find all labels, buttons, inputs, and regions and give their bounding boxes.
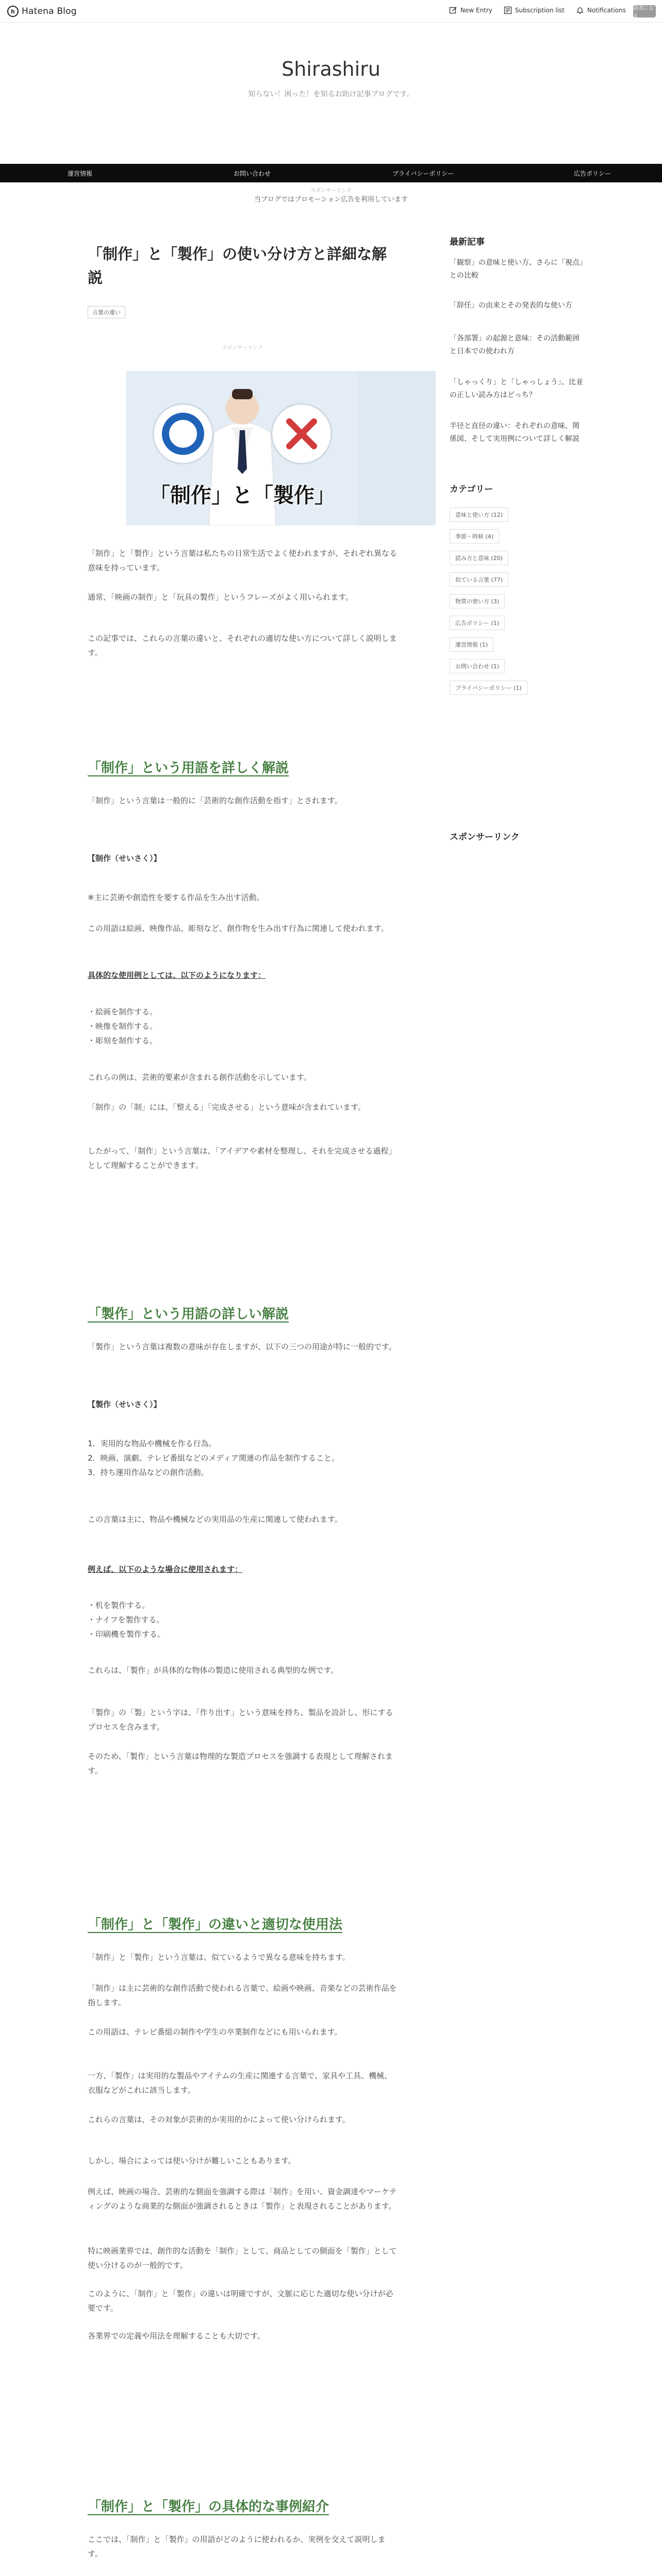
category-list <box>450 507 584 702</box>
sec3-paragraph-4: 一方、「製作」は実用的な製品やアイテムの生産に関連する言葉で、家具や工具、機械、衣服などがこれに該当します。 <box>88 2071 392 2095</box>
hatena-logo-text: Hatena Blog <box>22 6 77 16</box>
sec3-paragraph-8: 特に映画業界では、創作的な活動を「制作」として、商品としての側面を「製作」として使い分けるのが一般的です。 <box>88 2246 397 2270</box>
list-icon <box>504 6 512 14</box>
sec3-paragraph-2: 「制作」は主に芸術的な創作活動で使われる言葉で、絵画や映画、音楽などの芸術作品を指します。 <box>88 1984 397 2007</box>
sec3-paragraph-1: 「制作」と「製作」という言葉は、似ているようで異なる意味を持ちます。 <box>88 1953 350 1962</box>
intro-paragraph-3: この記事では、これらの言葉の違いと、それぞれの適切な使い方について詳しく説明します。 <box>88 634 397 657</box>
section-heading-examples: 「制作」と「製作」の具体的な事例紹介 <box>88 2499 329 2515</box>
sec3-paragraph-10: 各業界での定義や用法を理解することも大切です。 <box>88 2331 265 2341</box>
intro-paragraph-1: 「制作」と「製作」という言葉は私たちの日常生活でよく使われますが、それぞれ異なる意味を持っています。 <box>88 549 398 572</box>
sec1-example-heading: 具体的な使用例としては、以下のようになります： <box>88 971 266 980</box>
sec3-paragraph-7: 例えば、映画の場合、芸術的な側面を強調する際は「制作」を用い、資金調達やマーケティングのような商業的な側面が強調されるときは「製作」と表現されることがあります。 <box>88 2187 397 2211</box>
sec4-paragraph-1: ここでは、「制作」と「製作」の用語がどのように使われるか、実例を交えて説明します。 <box>88 2535 386 2558</box>
global-nav <box>0 164 662 182</box>
category-item[interactable]: 運営情報 (1) <box>450 637 493 652</box>
nav-item-privacy[interactable]: プライバシーポリシー <box>392 170 454 177</box>
category-item[interactable]: プライバシーポリシー (1) <box>450 681 527 695</box>
recent-post-5[interactable]: 半径と直径の違い：それぞれの意味、関係図、そして実用例について詳しく解説 <box>450 422 580 443</box>
sec2-paragraph-3: これらは、「製作」が具体的な物体の製造に使用される典型的な例です。 <box>88 1666 339 1675</box>
category-item[interactable]: 広告ポリシー (1) <box>450 616 505 630</box>
sec1-paragraph-3: この用語は絵画、映像作品、彫刻など、創作物を生み出す行為に関連して使われます。 <box>88 924 389 933</box>
nav-item-ad-policy[interactable]: 広告ポリシー <box>574 170 611 177</box>
sec2-paragraph-2: この言葉は主に、物品や機械などの実用品の生産に関連して使われます。 <box>88 1515 342 1524</box>
category-item[interactable]: 物質の使い方 (3) <box>450 594 505 608</box>
sec1-paragraph-2: ※主に芸術や創造性を要する作品を生み出す活動。 <box>88 893 264 902</box>
subscription-list-label: Subscription list <box>515 7 565 14</box>
bar-actions <box>449 6 626 14</box>
section-heading-seisaku-2: 「製作」という用語の詳しい解説 <box>88 1307 289 1322</box>
category-item[interactable]: 季節・時候 (4) <box>450 529 499 544</box>
sec2-paragraph-4: 「製作」の「製」という字は、「作り出す」という意味を持ち、製品を設計し、形にするプロセスを含みます。 <box>88 1708 393 1732</box>
sec3-paragraph-6: しかし、場合によっては使い分けが難しいこともあります。 <box>88 2156 296 2165</box>
hatena-global-bar <box>0 0 662 23</box>
category-heading: カテゴリー <box>450 484 493 495</box>
category-item[interactable]: 読み方と意味 (20) <box>450 551 508 565</box>
recent-post-4[interactable]: 「しゃっくり」と「しゃっしょう」、比並の正しい読み方はどっち？ <box>450 378 583 399</box>
category-item[interactable]: 意味と使い方 (12) <box>450 507 508 522</box>
eyecatch-image <box>126 371 436 526</box>
sponsor-heading: スポンサーリンク <box>450 832 520 842</box>
sec2-paragraph-1: 「製作」という言葉は複数の意味が存在しますが、以下の三つの用途が特に一般的です。 <box>88 1342 396 1351</box>
pencil-icon <box>449 6 457 14</box>
section-heading-seisaku-1: 「制作」という用語を詳しく解説 <box>88 760 289 776</box>
sec2-paragraph-5: そのため、「製作」という言葉は物理的な製造プロセスを強調する表現として理解されます。 <box>88 1752 393 1775</box>
article-title[interactable]: 「制作」と「製作」の使い分け方と詳細な解説 <box>88 245 387 286</box>
sec2-usage-list: 1．実用的な物品や機械を作る行為。 2．映画、演劇、テレビ番組などのメディア関連の作品を制作すること。 3．持ち運用作品などの創作活動。 <box>88 1439 340 1477</box>
blog-title[interactable]: Shirashiru <box>282 58 380 80</box>
article-ad-label: スポンサーリンク <box>222 345 263 351</box>
sec2-example-list: ・机を製作する。 ・ナイフを製作する。 ・印刷機を製作する。 <box>88 1601 166 1639</box>
section-heading-difference: 「制作」と「製作」の違いと適切な使用法 <box>88 1917 343 1933</box>
blog-description: 知らない！困った！を知るお助け記事ブログです。 <box>248 90 414 98</box>
sec1-paragraph-5: 「制作」の「制」には、「整える」「完成させる」という意味が含まれています。 <box>88 1103 366 1112</box>
category-tag[interactable]: 言葉の違い <box>88 306 125 318</box>
new-entry-button[interactable] <box>449 6 492 14</box>
subscription-list-button[interactable] <box>504 6 565 14</box>
recent-post-2[interactable]: 「辞任」の由来とその発表的な使い方 <box>450 301 572 310</box>
recent-post-3[interactable]: 「各部署」の起源と意味：その活動範囲と日本での使われ方 <box>450 334 580 355</box>
sec3-paragraph-5: これらの言葉は、その対象が芸術的か実用的かによって使い分けられます。 <box>88 2115 350 2124</box>
sec2-subheading: 【製作（せいさく）】 <box>88 1400 161 1409</box>
sec1-paragraph-4: これらの例は、芸術的要素が含まれる創作活動を示しています。 <box>88 1073 311 1082</box>
promotion-notice: 当ブログではプロモーション広告を利用しています <box>254 196 408 204</box>
article <box>88 242 397 2576</box>
sec2-example-heading: 例えば、以下のような場合に使用されます： <box>88 1565 243 1574</box>
nav-item-contact[interactable]: お問い合わせ <box>234 170 271 177</box>
sec1-subheading: 【制作（せいさく）】 <box>88 854 161 863</box>
sec1-paragraph-6: したがって、「制作」という言葉は、「アイデアや素材を整理し、それを完成させる過程」として理解することができます。 <box>88 1146 396 1170</box>
sidebar <box>450 234 584 842</box>
sec1-example-list: ・絵画を制作する。 ・映像を制作する。 ・彫刻を制作する。 <box>88 1007 158 1045</box>
hatena-logo-icon: h <box>7 6 19 17</box>
hatena-logo[interactable] <box>7 5 77 18</box>
notifications-label: Notifications <box>587 7 626 14</box>
subscribe-button[interactable]: 読者になる <box>633 5 656 18</box>
bell-icon <box>576 6 584 14</box>
eyecatch-caption: 「制作」と「製作」 <box>150 484 335 507</box>
sec3-paragraph-3: この用語は、テレビ番組の制作や学生の卒業制作などにも用いられます。 <box>88 2027 342 2037</box>
sec3-paragraph-9: このように、「制作」と「製作」の違いは明確ですが、文脈に応じた適切な使い分けが必要です。 <box>88 2289 393 2313</box>
notifications-button[interactable] <box>576 6 626 14</box>
sec1-paragraph-1: 「制作」という言葉は一般的に「芸術的な創作活動を指す」とされます。 <box>88 796 342 805</box>
nav-item-about[interactable]: 運営情報 <box>68 170 93 177</box>
category-item[interactable]: 似ている言葉 (77) <box>450 572 508 587</box>
recent-post-1[interactable]: 「観察」の意味と使い方、さらに「視点」との比較 <box>450 259 583 280</box>
category-item[interactable]: お問い合わせ (1) <box>450 659 505 673</box>
ad-label: スポンサーリンク <box>310 188 352 194</box>
new-entry-label: New Entry <box>460 7 492 14</box>
intro-paragraph-2: 通常、「映画の制作」と「玩具の製作」というフレーズがよく用いられます。 <box>88 592 353 602</box>
recent-posts-heading: 最新記事 <box>450 237 485 247</box>
